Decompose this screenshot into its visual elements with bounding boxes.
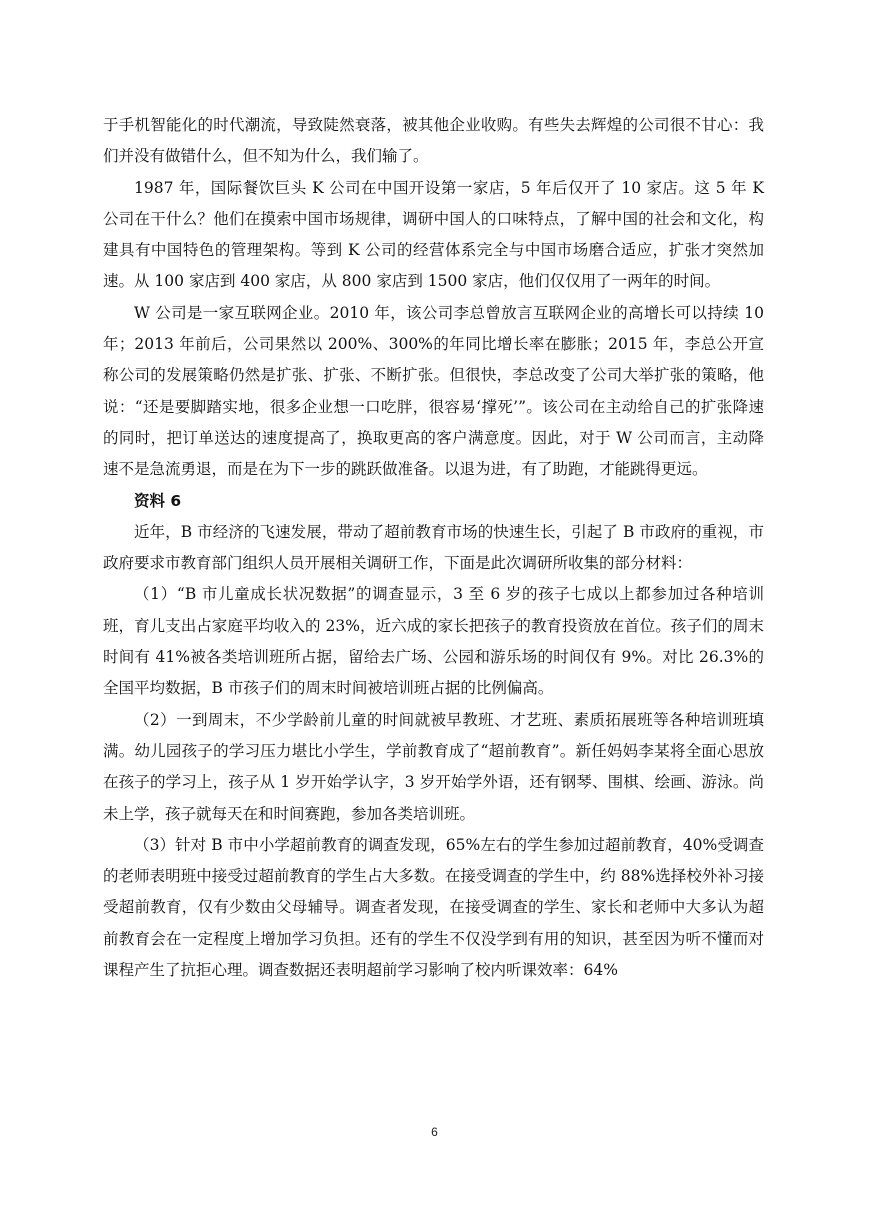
paragraph-item-1: （1）“B 市儿童成长状况数据”的调查显示，3 至 6 岁的孩子七成以上都参加过各种培训班，育儿支出占家庭平均收入的 23%，近六成的家长把孩子的教育投资放在首位。孩子们的周末时间有 41%被各类培训班所占据，留给去广场、公园和游乐场的时间仅有 9%。对比 26.3%的全国平均数据，B 市孩子们的周末时间被培训班占据的比例偏高。: [103, 585, 764, 698]
paragraph-item-3: （3）针对 B 市中小学超前教育的调查发现，65%左右的学生参加过超前教育，40%受调查的老师表明班中接受过超前教育的学生占大多数。在接受调查的学生中，约 88%选择校外补习接受超前教育，仅有少数由父母辅导。调查者发现，在接受调查的学生、家长和老师中大多认为超前教育会在一定程度上增加学习负担。还有的学生不仅没学到有用的知识，甚至因为听不懂而对课程产生了抗拒心理。调查数据还表明超前学习影响了校内听课效率：64%: [103, 835, 764, 980]
paragraph-intro: 近年，B 市经济的飞速发展，带动了超前教育市场的快速生长，引起了 B 市政府的重视，市政府要求市教育部门组织人员开展相关调研工作，下面是此次调研所收集的部分材料：: [103, 522, 764, 573]
paragraph-w-company: W 公司是一家互联网企业。2010 年，该公司李总曾放言互联网企业的高增长可以持续 10 年；2013 年前后，公司果然以 200%、300%的年同比增长率在膨胀；2015 年，李总公开宣称公司的发展策略仍然是扩张、扩张、不断扩张。但很快，李总改变了公司大举扩张的策略，他说：“还是要脚踏实地，很多企业想一口吃胖，很容易‘撑死’”。该公司在主动给自己的扩张降速的同时，把订单送达的速度提高了，换取更高的客户满意度。因此，对于 W 公司而言，主动降速不是急流勇退，而是在为下一步的跳跃做准备。以退为进，有了助跑，才能跳得更远。: [103, 303, 764, 479]
page-body: [103, 110, 764, 986]
paragraph-item-2: （2）一到周末，不少学龄前儿童的时间就被早教班、才艺班、素质拓展班等各种培训班填满。幼儿园孩子的学习压力堪比小学生，学前教育成了“超前教育”。新任妈妈李某将全面心思放在孩子的学习上，孩子从 1 岁开始学认字，3 岁开始学外语，还有钢琴、围棋、绘画、游泳。尚未上学，孩子就每天在和时间赛跑，参加各类培训班。: [103, 710, 764, 823]
page-number: 6: [431, 1125, 438, 1139]
paragraph-k-company: 1987 年，国际餐饮巨头 K 公司在中国开设第一家店，5 年后仅开了 10 家店。这 5 年 K 公司在干什么？他们在摸索中国市场规律，调研中国人的口味特点，了解中国的社会和文化，构建具有中国特色的管理架构。等到 K 公司的经营体系完全与中国市场磨合适应，扩张才突然加速。从 100 家店到 400 家店，从 800 家店到 1500 家店，他们仅仅用了一两年的时间。: [103, 178, 764, 291]
paragraph-continuation: 于手机智能化的时代潮流，导致陡然衰落，被其他企业收购。有些失去辉煌的公司很不甘心：我们并没有做错什么，但不知为什么，我们输了。: [103, 116, 764, 166]
section-heading: 资料 6: [134, 491, 182, 510]
